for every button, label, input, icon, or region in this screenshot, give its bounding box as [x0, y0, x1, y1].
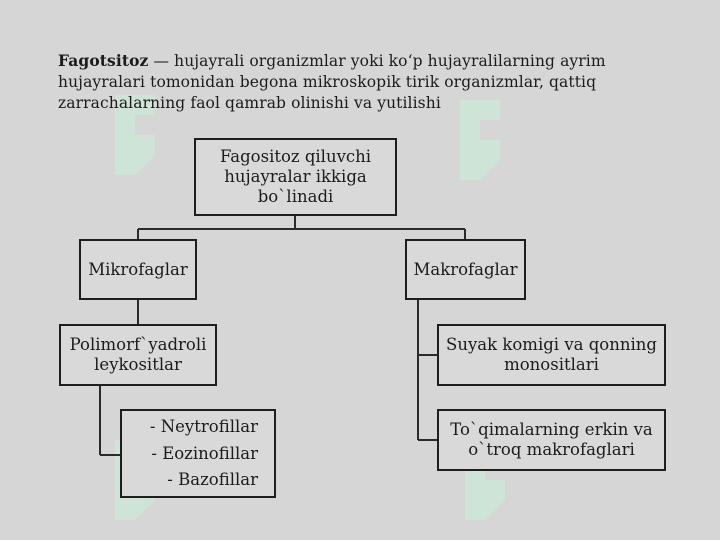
mikrofaglar-label: Mikrofaglar	[88, 259, 188, 279]
makrofaglar-label: Makrofaglar	[413, 259, 518, 279]
toqima-label: To`qimalarning erkin va o`troq makrofaglari	[450, 420, 653, 459]
list-item-bazofillar: - Bazofillar	[167, 469, 258, 489]
root-box	[194, 138, 397, 216]
suyak-box	[437, 324, 666, 386]
list-item-neytrofillar: - Neytrofillar	[149, 417, 258, 437]
intro-definition: — hujayrali organizmlar yoki ko‘p hujayralilarning ayrim hujayralari tomonidan begona mikroskopik tirik organizmlar, qattiq zarrachalarning faol qamrab olinishi va yutilishi	[58, 52, 606, 112]
polimorf-label: Polimorf`yadroli leykositlar	[69, 335, 207, 374]
root-label: Fagositoz qiluvchi hujayralar ikkiga bo`linadi	[219, 147, 372, 206]
list-item-eozinofillar: - Eozinofillar	[151, 443, 258, 463]
intro-term: Fagotsitoz	[58, 51, 149, 70]
granulocyte-list-box	[120, 409, 276, 498]
toqima-box	[437, 409, 666, 471]
makrofaglar-box	[405, 239, 526, 300]
suyak-label: Suyak komigi va qonning monositlari	[446, 335, 657, 374]
polimorf-box	[59, 324, 217, 386]
mikrofaglar-box	[79, 239, 197, 300]
